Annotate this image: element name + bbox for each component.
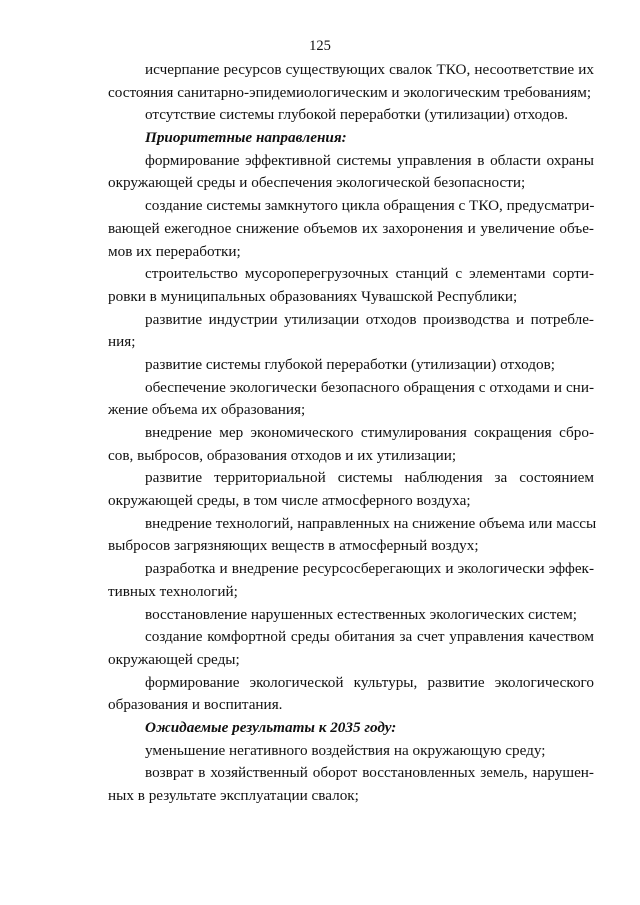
text-line: окружающей среды; — [108, 650, 240, 668]
text-line: выбросов загрязняющих веществ в атмосферный воздух; — [108, 537, 479, 555]
text-line: исчерпание ресурсов существующих свалок ТКО, несоответствие их — [145, 61, 594, 78]
text-line: развитие индустрии утилизации отходов производства и потребле- — [145, 310, 594, 328]
text-line: состояния санитарно-эпидемиологическим и экологическим требованиям; — [108, 83, 592, 101]
document-body — [108, 59, 597, 808]
text-line: сов, выбросов, образования отходов и их утилизации; — [108, 446, 457, 464]
page-number: 125 — [309, 38, 331, 54]
text-line: внедрение мер экономического стимулирования сокращения сбро- — [145, 424, 594, 441]
text-line: ровки в муниципальных образованиях Чувашской Республики; — [108, 287, 518, 305]
text-line: вающей ежегодное снижение объемов их захоронения и увеличение объе- — [108, 219, 594, 237]
text-line: окружающей среды и обеспечения экологической безопасности; — [108, 174, 526, 192]
text-line: создание комфортной среды обитания за счет управления качеством — [145, 628, 594, 646]
text-line: ных в результате эксплуатации свалок; — [108, 787, 359, 804]
text-line: строительство мусороперегрузочных станций с элементами сорти- — [145, 265, 594, 283]
text-line: формирование эффективной системы управления в области охраны — [145, 151, 594, 169]
text-line: жение объема их образования; — [108, 401, 306, 419]
section-heading: Ожидаемые результаты к 2035 году: — [145, 718, 397, 736]
text-line: восстановление нарушенных естественных экологических систем; — [145, 605, 577, 623]
text-line: окружающей среды, в том числе атмосферного воздуха; — [108, 492, 471, 510]
text-line: образования и воспитания. — [108, 696, 283, 714]
section-heading: Приоритетные направления: — [145, 129, 347, 147]
text-line: внедрение технологий, направленных на снижение объема или массы — [145, 514, 597, 532]
text-line: разработка и внедрение ресурсосберегающих и экологически эффек- — [145, 560, 594, 578]
text-line: мов их переработки; — [108, 242, 241, 260]
text-line: отсутствие системы глубокой переработки (утилизации) отходов. — [145, 106, 569, 124]
text-line: создание системы замкнутого цикла обращения с ТКО, предусматри- — [145, 197, 595, 215]
text-line: возврат в хозяйственный оборот восстановленных земель, нарушен- — [145, 764, 594, 782]
text-line: уменьшение негативного воздействия на окружающую среду; — [145, 741, 546, 759]
text-line: формирование экологической культуры, развитие экологического — [145, 673, 594, 691]
text-line: ния; — [108, 333, 136, 351]
text-line: обеспечение экологически безопасного обращения с отходами и сни- — [145, 378, 594, 396]
text-line: развитие территориальной системы наблюдения за состоянием — [145, 469, 594, 487]
text-line: развитие системы глубокой переработки (утилизации) отходов; — [145, 355, 556, 373]
text-line: тивных технологий; — [108, 582, 238, 600]
